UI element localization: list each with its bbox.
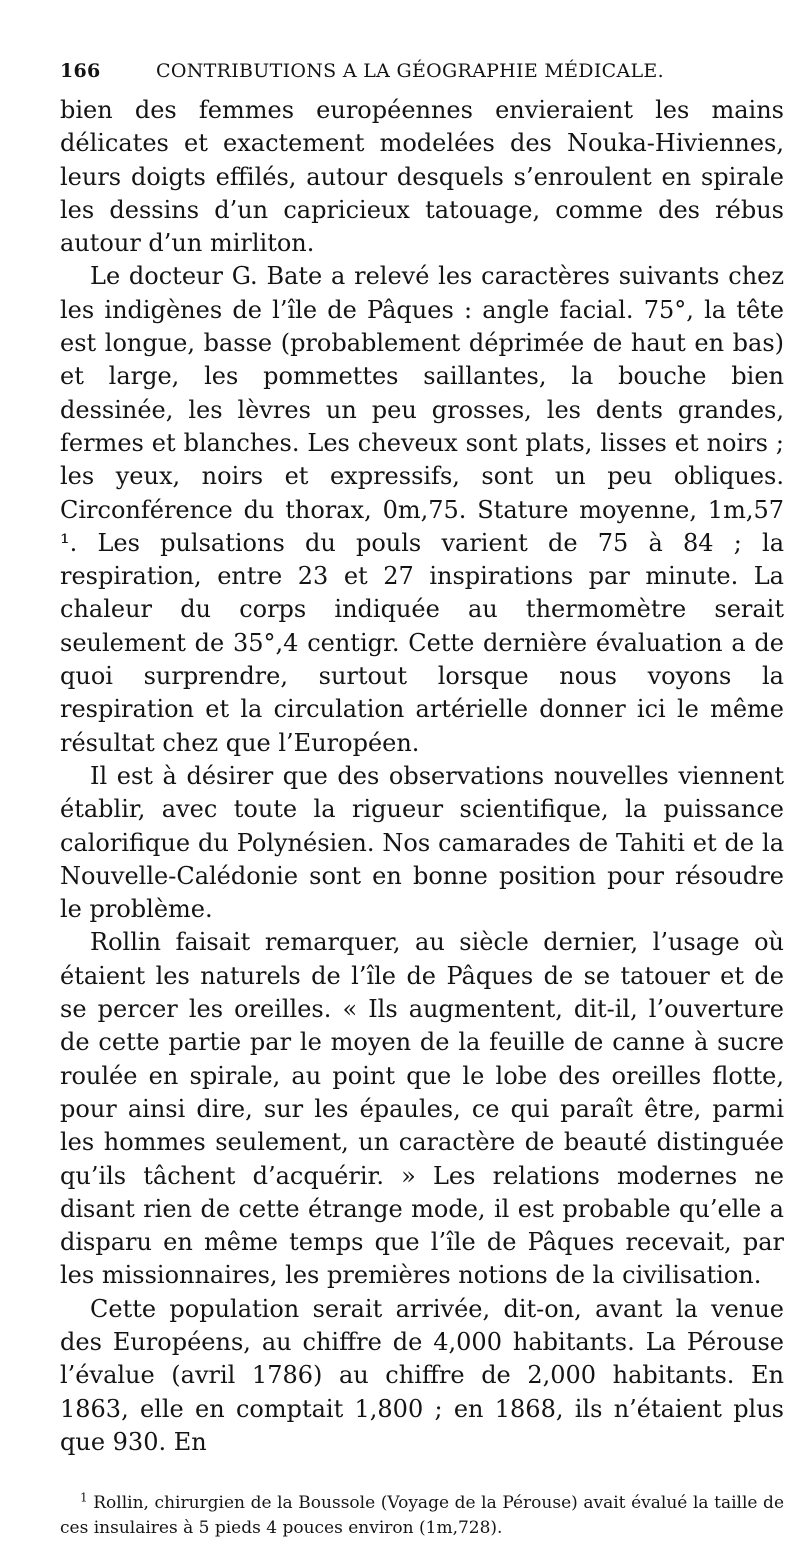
page-header — [60, 60, 784, 94]
book-page — [60, 60, 784, 1541]
paragraph-2: Le docteur G. Bate a relevé les caractères suivants chez les indigènes de l’île de Pâques : angle facial. 75°, la tête est longue, basse (probablement déprimée de haut en bas) et large, les pommettes saillantes, la bouche bien dessinée, les lèvres un peu grosses, les dents grandes, fermes et blanches. Les cheveux sont plats, lisses et noirs ; les yeux, noirs et expressifs, sont un peu obliques. Circonférence du thorax, 0m,75. Stature moyenne, 1m,57 ¹. Les pulsations du pouls varient de 75 à 84 ; la respiration, entre 23 et 27 inspirations par minute. La chaleur du corps indiquée au thermomètre serait seulement de 35°,4 centigr. Cette dernière évaluation a de quoi surprendre, surtout lorsque nous voyons la respiration et la circulation artérielle donner ici le même résultat chez que l’Européen. — [60, 262, 784, 757]
footnote-marker: 1 — [80, 1490, 88, 1505]
paragraph-5: Cette population serait arrivée, dit-on, avant la venue des Européens, au chiffre de 4,000 habitants. La Pérouse l’évalue (avril 1786) au chiffre de 2,000 habitants. En 1863, elle en comptait 1,800 ; en 1868, ils n’étaient plus que 930. En — [60, 1294, 784, 1456]
paragraph-4: Rollin faisait remarquer, au siècle dernier, l’usage où étaient les naturels de l’île de Pâques de se tatouer et de se percer les oreilles. « Ils augmentent, dit-il, l’ouverture de cette partie par le moyen de la feuille de canne à sucre roulée en spirale, au point que le lobe des oreilles flotte, pour ainsi dire, sur les épaules, ce qui paraît être, parmi les hommes seulement, un caractère de beauté distinguée qu’ils tâchent d’acquérir. » Les relations modernes ne disant rien de cette étrange mode, il est probable qu’elle a disparu en même temps que l’île de Pâques recevait, par les missionnaires, les premières notions de la civilisation. — [60, 928, 784, 1290]
running-title: CONTRIBUTIONS A LA GÉOGRAPHIE MÉDICALE. — [156, 60, 664, 82]
paragraph-3: Il est à désirer que des observations nouvelles viennent établir, avec toute la rigueur scientifique, la puissance calorifique du Polynésien. Nos camarades de Tahiti et de la Nouvelle-Calédonie sont en bonne position pour résoudre le problème. — [60, 761, 784, 924]
footnotes — [60, 1491, 784, 1541]
page-number: 166 — [60, 60, 101, 82]
paragraph-1: bien des femmes européennes envieraient les mains délicates et exactement modelées des Nouka-Hiviennes, leurs doigts effilés, autour desquels s’enroulent en spirale les dessins d’un capricieux tatouage, comme des rébus autour d’un mirliton. — [60, 96, 784, 258]
body-text — [60, 94, 784, 1459]
footnote — [60, 1491, 784, 1541]
footnote-text: Rollin, chirurgien de la Boussole (Voyage de la Pérouse) avait évalué la taille de ces insulaires à 5 pieds 4 pouces environ (1m,728). — [60, 1493, 785, 1539]
